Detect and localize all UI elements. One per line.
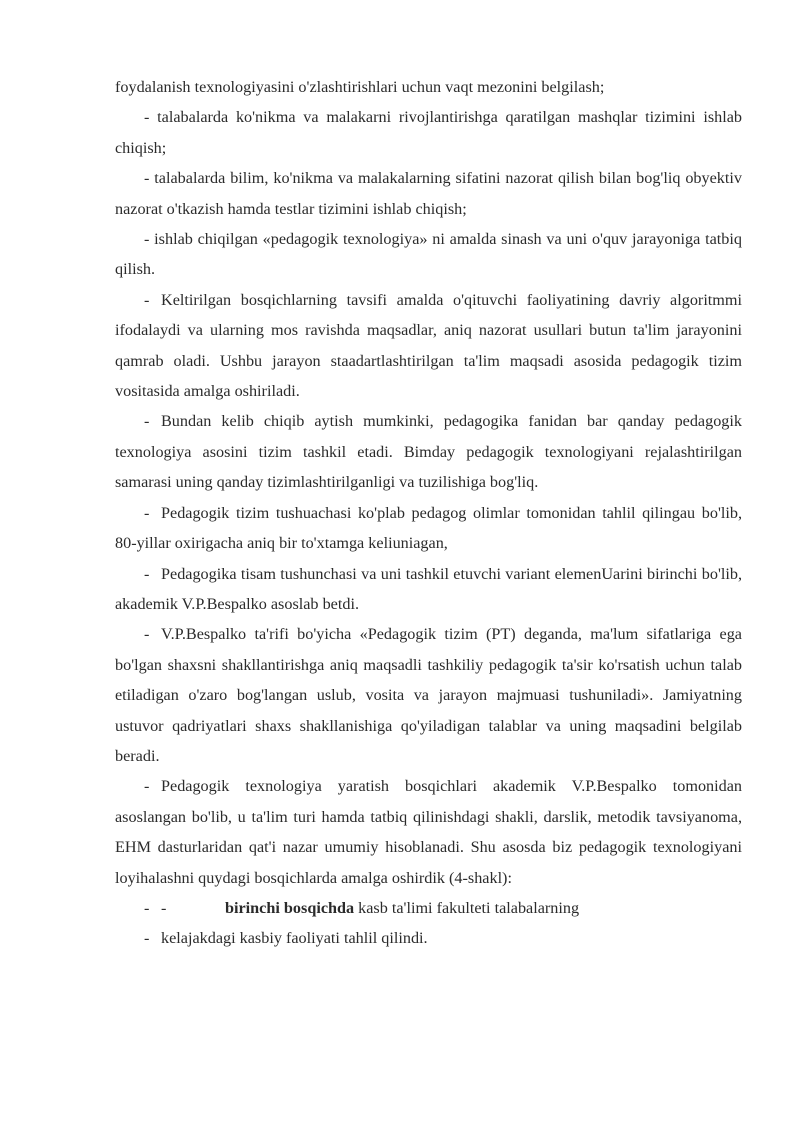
paragraph: - Pedagogik texnologiya yaratish bosqichlari akademik V.P.Bespalko tomonidan asoslangan bo'lib, u ta'lim turi hamda tatbiq qilinishdagi shakli, darslik, metodik tavsiyanoma, EHM dasturlaridan qat'i nazar umumiy hisoblanadi. Shu asosda biz pedagogik texnologiyani loyihalashni quydagi bosqichlarda amalga oshirdik (4-shakl): bbox=[115, 771, 742, 893]
bullet-dash: - bbox=[144, 929, 150, 948]
bullet-dash: - bbox=[144, 290, 150, 309]
paragraph: - Keltirilgan bosqichlarning tavsifi amalda o'qituvchi faoliyatining davriy algoritmmi ifodalaydi va ularning mos ravishda maqsadlar, aniq nazorat usullari butun ta'lim jarayonini qamrab oladi. Ushbu jarayon staadartlashtirilgan ta'lim maqsadi asosida pedagogik tizim vositasida amalga oshiriladi. bbox=[115, 285, 742, 407]
paragraph-stage-one: - - birinchi bosqichda kasb ta'limi fakulteti talabalarning bbox=[115, 893, 742, 923]
paragraph: - talabalarda bilim, ko'nikma va malakalarning sifatini nazorat qilish bilan bog'liq obyektiv nazorat o'tkazish hamda testlar tizimini ishlab chiqish; bbox=[115, 169, 742, 218]
paragraph: - Pedagogika tisam tushunchasi va uni tashkil etuvchi variant elemenUarini birinchi bo'lib, akademik V.P.Bespalko asoslab betdi. bbox=[115, 559, 742, 620]
bullet-dash: - bbox=[144, 898, 150, 917]
bold-term: birinchi bosqichda bbox=[225, 898, 355, 917]
paragraph: foydalanish texnologiyasini o'zlashtirishlari uchun vaqt mezonini belgilash; bbox=[115, 78, 605, 96]
bullet-dash: - bbox=[144, 564, 150, 583]
bullet-dash: - bbox=[144, 777, 150, 796]
bullet-dash: - bbox=[144, 503, 150, 522]
bullet-dash: - bbox=[144, 625, 150, 644]
bullet-dash: - bbox=[161, 898, 167, 917]
paragraph: - V.P.Bespalko ta'rifi bo'yicha «Pedagogik tizim (PT) deganda, ma'lum sifatlariga ega bo'lgan shaxsni shakllantirishga aniq maqsadli tashkiliy pedagogik ta'sir ko'rsatish uchun talab etiladigan o'zaro bog'langan uslub, vosita va jarayon majmuasi tushuniladi». Jamiyatning ustuvor qadriyatlari shaxs shakllanishiga qo'yiladigan talablar va uning maqsadini belgilab beradi. bbox=[115, 619, 742, 771]
paragraph: - Pedagogik tizim tushuachasi ko'plab pedagog olimlar tomonidan tahlil qilingau bo'lib, 80-yillar oxirigacha aniq bir to'xtamga keliuniagan, bbox=[115, 498, 742, 559]
bullet-dash: - bbox=[144, 412, 150, 431]
paragraph: - Bundan kelib chiqib aytish mumkinki, pedagogika fanidan bar qanday pedagogik texnologiya asosini tizim tashkil etadi. Bimday pedagogik texnologiyani rejalashtirilgan samarasi uning qanday tizimlashtirilganligi va tuzilishiga bog'liq. bbox=[115, 406, 742, 497]
paragraph: - talabalarda ko'nikma va malakarni rivojlantirishga qaratilgan mashqlar tizimini ishlab chiqish; bbox=[115, 108, 742, 157]
paragraph: - kelajakdagi kasbiy faoliyati tahlil qilindi. bbox=[115, 923, 742, 953]
paragraph: - ishlab chiqilgan «pedagogik texnologiya» ni amalda sinash va uni o'quv jarayoniga tatbiq qilish. bbox=[115, 230, 742, 279]
